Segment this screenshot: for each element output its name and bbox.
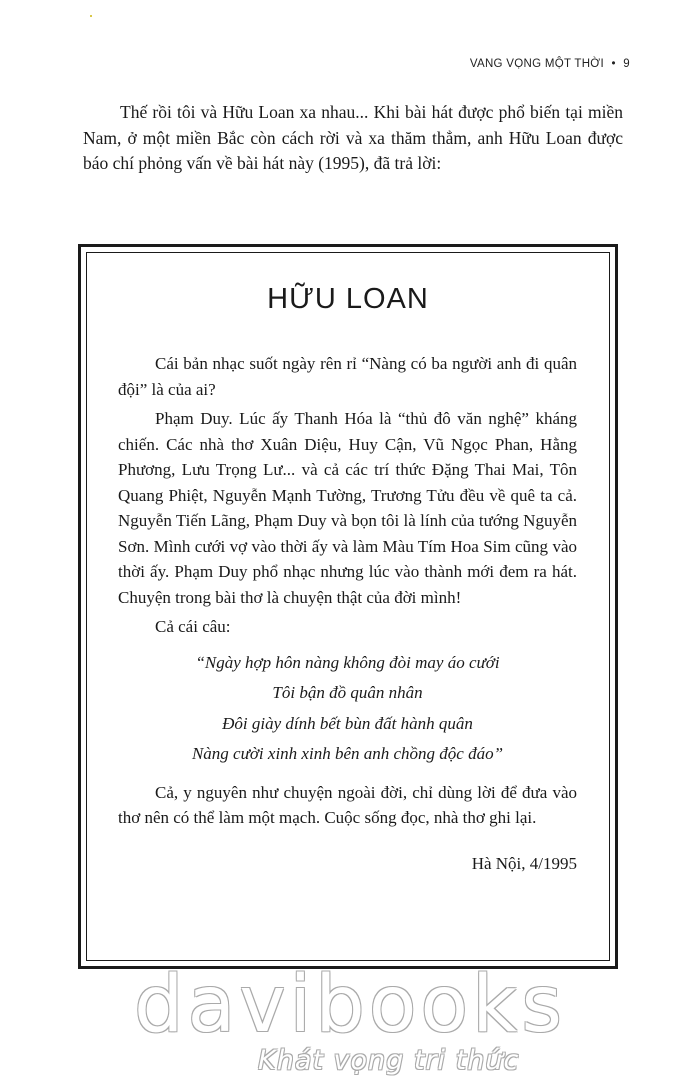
box-title: HỮU LOAN [267, 283, 429, 315]
running-header [470, 58, 630, 70]
page-number: 9 [623, 58, 630, 70]
poem-line: Nàng cười xinh xinh bên anh chồng độc đáo” [191, 744, 504, 763]
intro-paragraph: Thế rồi tôi và Hữu Loan xa nhau... Khi bài hát được phổ biến tại miền Nam, ở một miền Bắc còn cách rời và xa thăm thẳm, anh Hữu Loan được báo chí phỏng vấn về bài hát này (1995), đã trả lời: [83, 102, 623, 173]
box-paragraph-question: Cái bản nhạc suốt ngày rên rỉ “Nàng có ba người anh đi quân đội” là của ai? [118, 354, 577, 399]
poem-excerpt [118, 648, 577, 770]
box-body [118, 351, 577, 880]
box-paragraph-answer: Phạm Duy. Lúc ấy Thanh Hóa là “thủ đô văn nghệ” kháng chiến. Các nhà thơ Xuân Diệu, Huy Cận, Vũ Ngọc Phan, Hằng Phương, Lưu Trọng Lư... và cả các trí thức Đặng Thai Mai, Tôn Quang Phiệt, Nguyễn Mạnh Tường, Trương Tửu đều về quê ta cả. Nguyễn Tiến Lãng, Phạm Duy và bọn tôi là lính của tướng Nguyễn Sơn. Mình cưới vợ vào thời ấy và làm Màu Tím Hoa Sim cũng vào thời ấy. Phạm Duy phổ nhạc nhưng lúc vào thành mới đem ra hát. Chuyện trong bài thơ là chuyện thật của đời mình! [118, 409, 577, 607]
watermark-tagline: Khát vọng tri thức [258, 1045, 520, 1076]
header-separator: • [611, 58, 616, 70]
box-paragraph-lead-in: Cả cái câu: [155, 617, 231, 636]
interview-box [78, 244, 618, 969]
watermark-logo: davibooks [134, 960, 566, 1050]
poem-line: Đôi giày dính bết bùn đất hành quân [222, 713, 473, 733]
box-paragraph-closing: Cả, y nguyên như chuyện ngoài đời, chỉ dùng lời để đưa vào thơ nên có thể làm một mạch. Cuộc sống đọc, nhà thơ ghi lại. [118, 782, 577, 827]
print-speck [90, 15, 92, 17]
signoff-place-date: Hà Nội, 4/1995 [471, 853, 577, 873]
running-title: VANG VỌNG MỘT THỜI [469, 58, 604, 70]
poem-line: “Ngày hợp hôn nàng không đòi may áo cưới [195, 652, 500, 672]
poem-line: Tôi bận đồ quân nhân [272, 683, 423, 702]
